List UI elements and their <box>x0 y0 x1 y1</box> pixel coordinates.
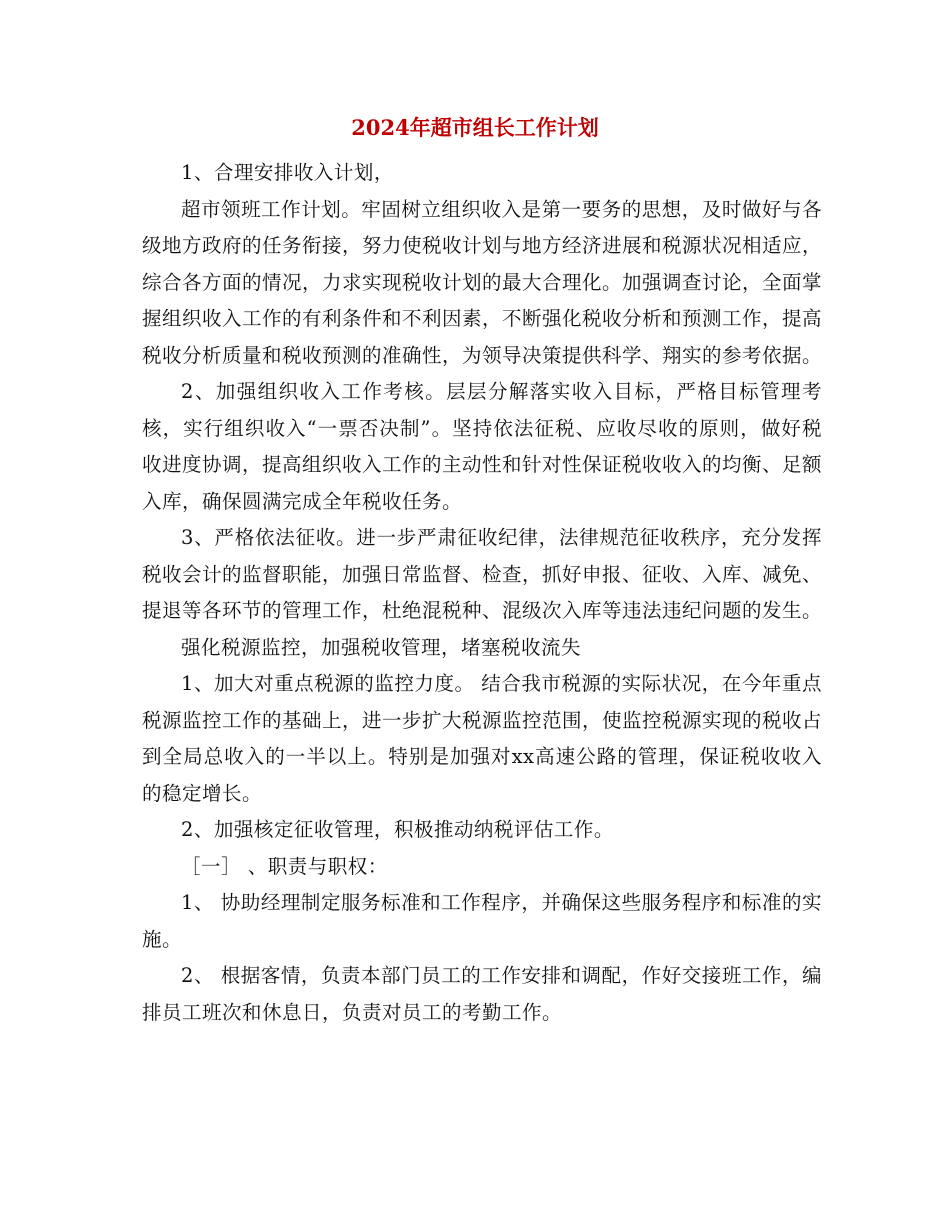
paragraph: 2、加强核定征收管理，积极推动纳税评估工作。 <box>181 818 614 841</box>
paragraph: 1、 协助经理制定服务标准和工作程序，并确保这些服务程序和标准的实施。 <box>142 891 822 951</box>
paragraph: 2、加强组织收入工作考核。层层分解落实收入目标，严格目标管理考核，实行组织收入“一票否决制”。坚持依法征税、应收尽收的原则，做好税收进度协调，提高组织收入工作的主动性和针对性保证税收收入的均衡、足额入库，确保圆满完成全年税收任务。 <box>142 380 823 513</box>
paragraph: 1、合理安排收入计划， <box>181 161 394 184</box>
document-body <box>142 155 822 1031</box>
paragraph: 1、加大对重点税源的监控力度。 结合我市税源的实际状况，在今年重点税源监控工作的基础上，进一步扩大税源监控范围，使监控税源实现的税收占到全局总收入的一半以上。特别是加强对xx高速公路的管理，保证税收收入的稳定增长。 <box>142 672 823 805</box>
paragraph: 2、 根据客情，负责本部门员工的工作安排和调配，作好交接班工作，编排员工班次和休息日，负责对员工的考勤工作。 <box>142 964 822 1024</box>
paragraph: 3、严格依法征收。进一步严肃征收纪律，法律规范征收秩序，充分发挥税收会计的监督职能，加强日常监督、检查，抓好申报、征收、入库、减免、提退等各环节的管理工作，杜绝混税种、混级次入库等违法违纪问题的发生。 <box>142 526 823 622</box>
paragraph: 强化税源监控，加强税收管理，堵塞税收流失 <box>181 635 582 659</box>
paragraph: ［一］ 、职责与职权： <box>181 854 388 878</box>
document-title: 2024年超市组长工作计划 <box>351 115 599 140</box>
paragraph: 超市领班工作计划。牢固树立组织收入是第一要务的思想，及时做好与各级地方政府的任务衔接，努力使税收计划与地方经济进展和税源状况相适应，综合各方面的情况，力求实现税收计划的最大合理化。加强调查讨论，全面掌握组织收入工作的有利条件和不利因素，不断强化税收分析和预测工作，提高税收分析质量和税收预测的准确性，为领导决策提供科学、翔实的参考依据。 <box>142 197 823 367</box>
